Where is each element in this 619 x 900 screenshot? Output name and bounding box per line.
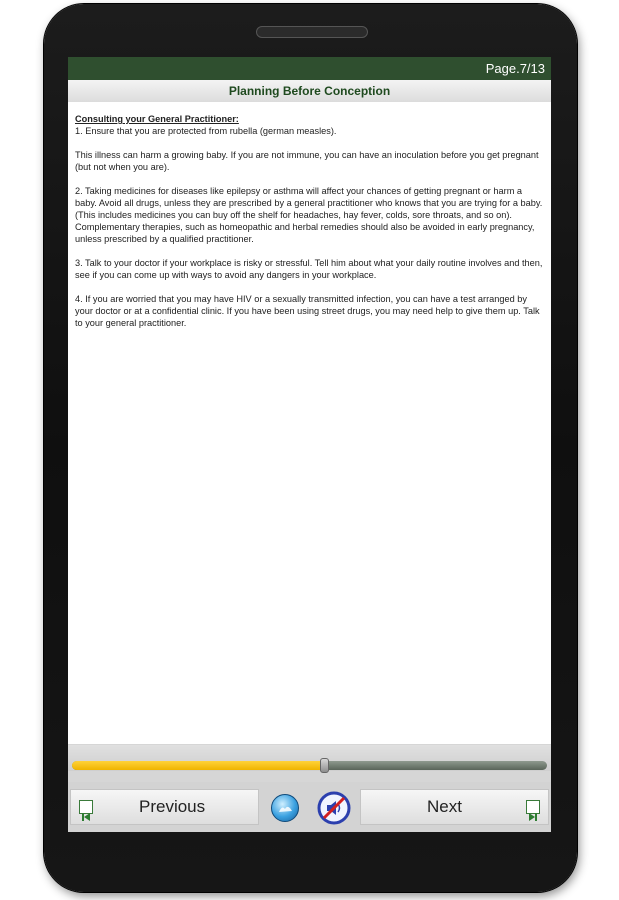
next-label: Next [427,797,462,816]
navigation-bar [68,782,551,832]
article-heading: Consulting your General Practitioner: [75,114,239,124]
sound-off-icon[interactable] [316,790,352,826]
skip-back-icon [79,800,93,814]
next-button[interactable] [360,789,549,825]
previous-label: Previous [139,797,206,816]
status-bar [68,57,551,80]
article-paragraph: 1. Ensure that you are protected from rubella (german measles). [75,126,337,136]
speaker-grille [256,26,368,38]
skip-forward-icon [526,800,540,814]
page-progress-slider[interactable] [72,761,547,770]
page-indicator: Page.7/13 [485,61,545,76]
article-content [68,102,551,744]
home-globe-icon[interactable] [271,794,299,822]
progress-thumb[interactable] [320,758,329,773]
app-screen [68,57,551,832]
article-paragraph: 2. Taking medicines for diseases like epilepsy or asthma will affect your chances of getting pregnant or harm a baby. Avoid all drugs, unless they are prescribed by a general practitioner who knows that you are trying for a baby. (This includes medicines you can buy off the shelf for headaches, hay fever, colds, sore throats, and so on). Complementary therapies, such as homeopathic and herbal remedies should also be avoided in early pregnancy, unless prescribed by a qualified practitioner. [75,186,543,244]
previous-button[interactable] [70,789,259,825]
article-paragraph: 3. Talk to your doctor if your workplace is risky or stressful. Tell him about what your daily routine involves and then, see if you can come up with ways to avoid any dangers in your workplace. [75,258,543,280]
page-title: Planning Before Conception [228,84,391,98]
article-paragraph: This illness can harm a growing baby. If you are not immune, you can have an inoculation before you get pregnant (but not when you are). [75,150,539,172]
article-paragraph: 4. If you are worried that you may have HIV or a sexually transmitted infection, you can have a test arranged by your doctor or at a confidential clinic. If you have been using street drugs, you may need help to give them up. Talk to your general practitioner. [75,294,540,328]
progress-fill [72,761,324,770]
page-title-bar [68,80,551,103]
